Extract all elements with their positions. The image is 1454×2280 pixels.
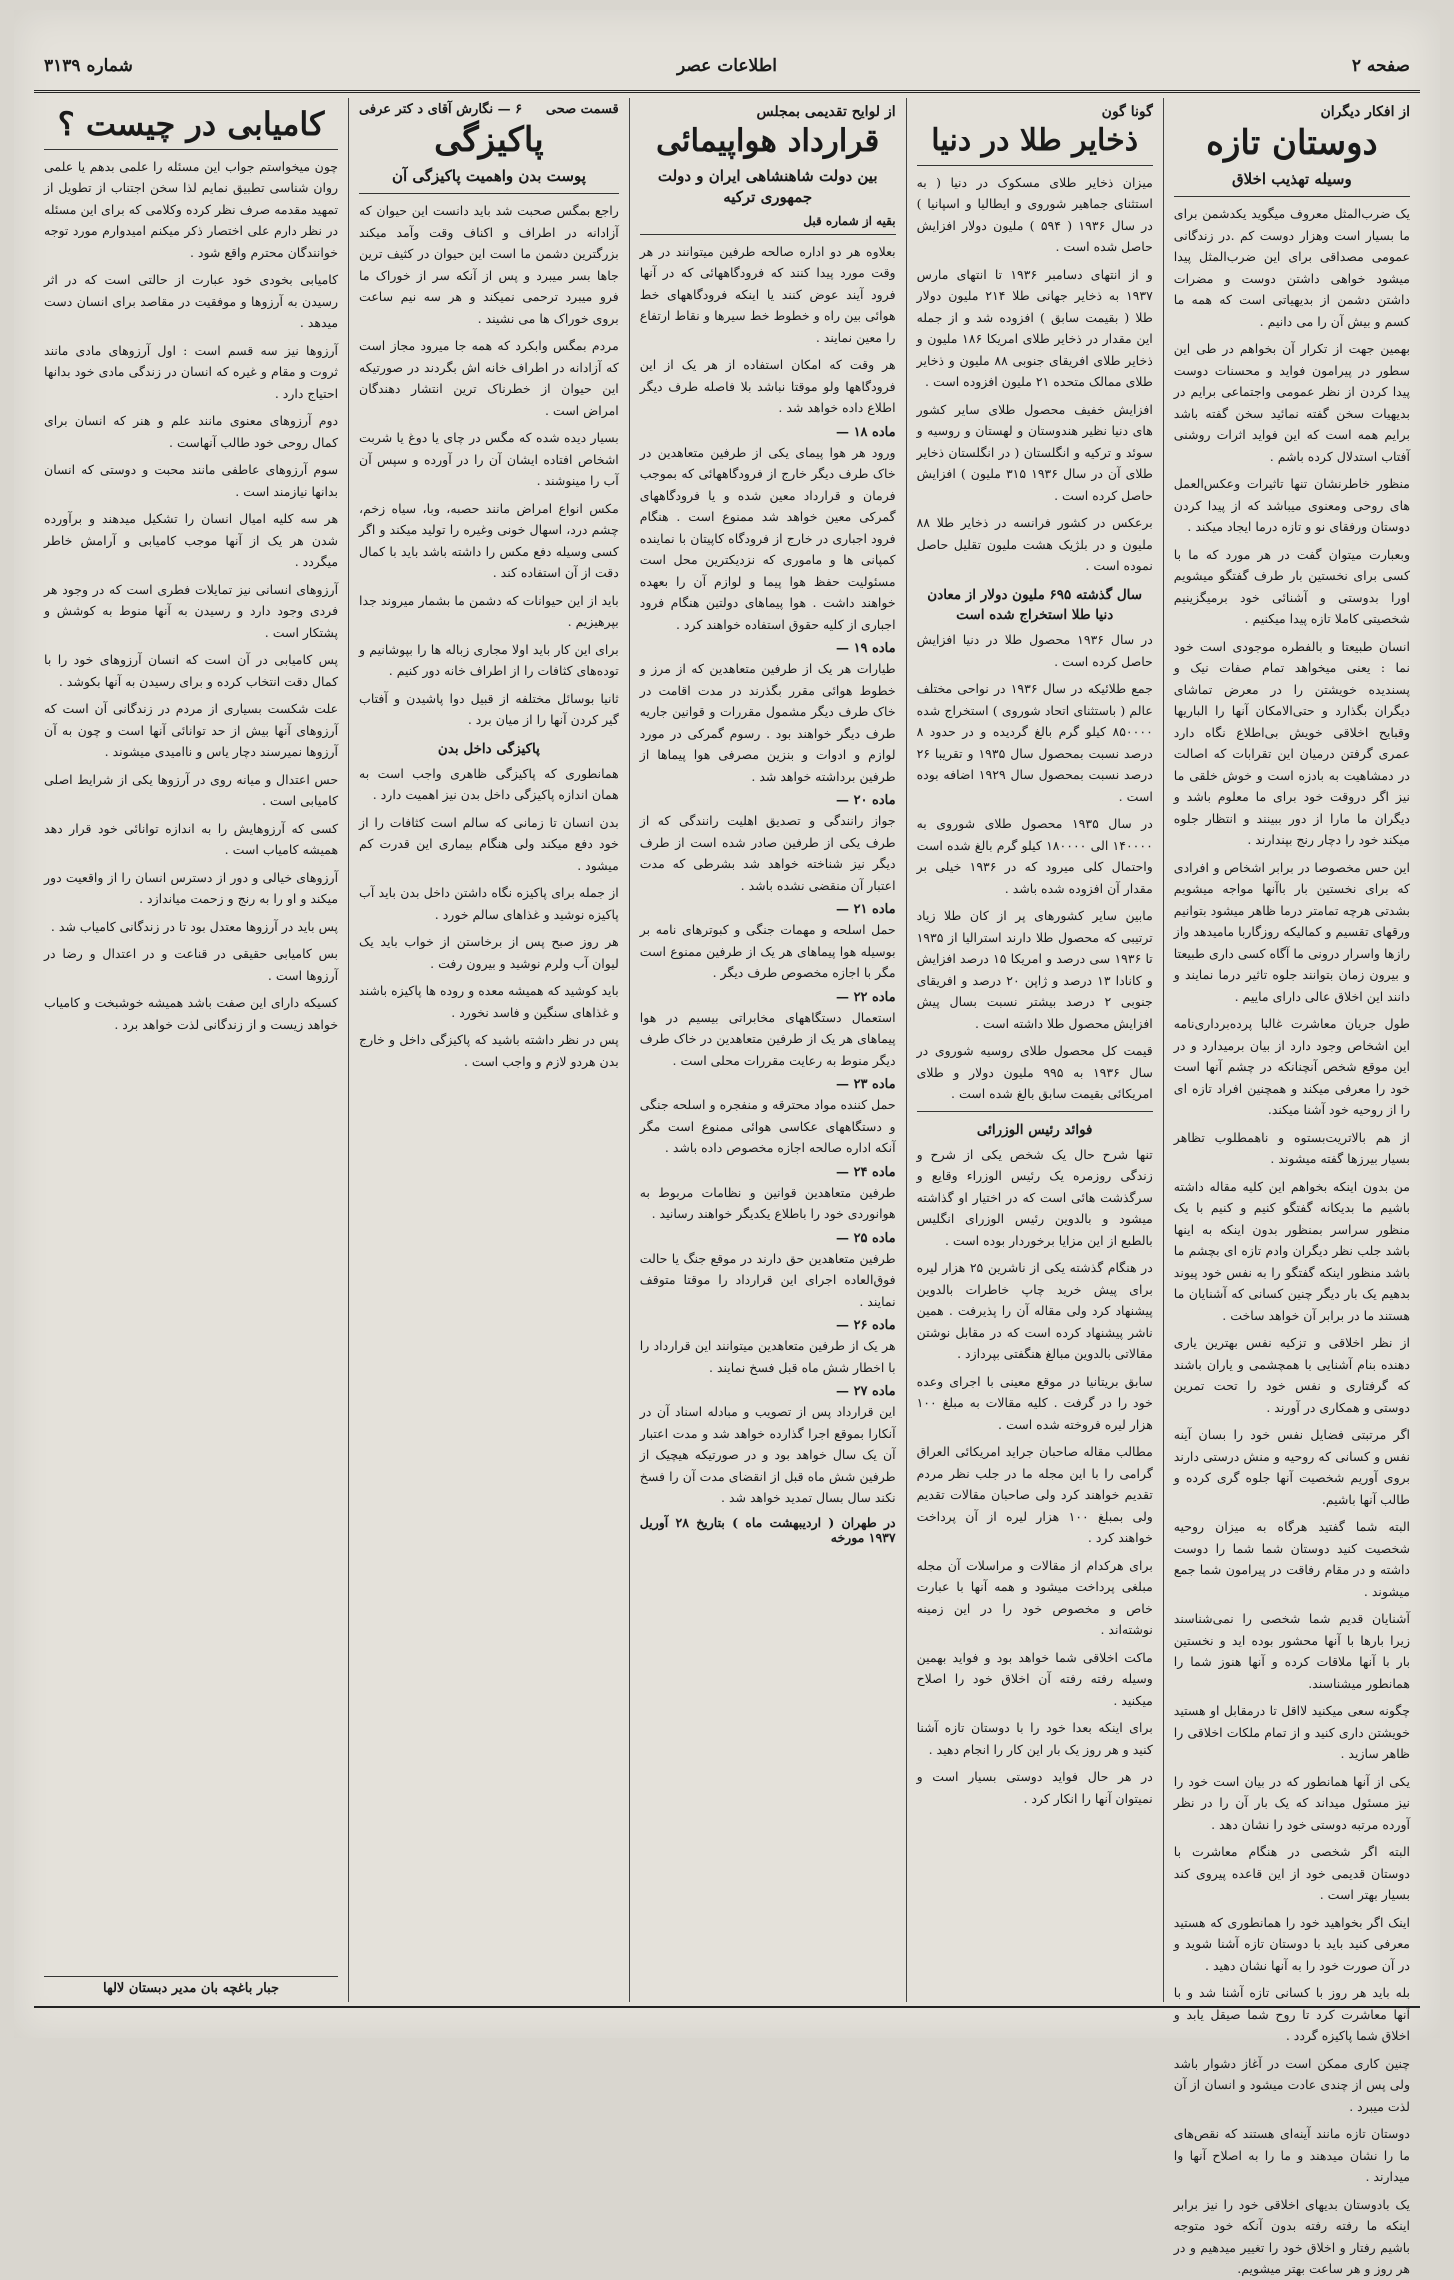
paragraph: سابق بریتانیا در موقع معینی با اجرای وعده خود را در گرفت . کلیه مقالات به مبلغ ۱۰۰ هزار لیره فروخته شده است .: [916, 1373, 1153, 1432]
paragraph: مطالب مقاله صاحبان جراید امریکائی العراق گرامی را با این مجله ما در جلب نظر مردم تقدیم خواهند کرد ولی صاحبان مقالات تقدیم ولی بمبلغ ۱۰۰ هزار لیره از آن پرداخت خواهند کرد .: [916, 1444, 1153, 1546]
clause-title: ماده ۲۱ —: [836, 902, 896, 918]
clause-text: طرفین متعاهدین قوانین و نظامات مربوط به هوانوردی خود را باطلاع یکدیگر خواهند رسانید .: [639, 1184, 896, 1222]
clause-title: ماده ۲۲ —: [836, 989, 896, 1005]
paragraph: برای اینکه بعدا خود را با دوستان تازه آشنا کنید و هر روز یک بار این کار را انجام دهید .: [916, 1720, 1153, 1757]
clause-title: ماده ۱۹ —: [836, 641, 896, 657]
paragraph: هر روز صبح پس از برخاستن از خواب باید یک لیوان آب ولرم نوشید و بیرون رفت .: [359, 934, 619, 971]
paragraph: هر سه کلیه امیال انسان را تشکیل میدهند و برآورده شدن هر یک از آنها موجب کامیابی و آرامش خاطر میگردد .: [44, 511, 339, 570]
paragraph: کسیکه دارای این صفت باشد همیشه خوشبخت و کامیاب خواهد زیست و از زندگانی لذت خواهد برد .: [44, 995, 339, 1032]
paragraph: از جمله برای پاکیزه نگاه داشتن داخل بدن باید آب پاکیزه نوشید و غذاهای سالم خورد .: [359, 885, 619, 922]
paragraph: کسی که آرزوهایش را به اندازه توانائی خود قرار دهد همیشه کامیاب است .: [44, 820, 339, 858]
paragraph: یک بادوستان بدیهای اخلاقی خود را نیز برابر اینکه ما رفته رفته بدون آنکه خود متوجه باشیم رفتار و اخلاق خود را تغییر میدهیم و در هر روز و هر ساعت بهتر میشویم.: [1173, 2196, 1410, 2277]
article-body: [1174, 203, 1410, 2280]
clause-text: استعمال دستگاههای مخابراتی بیسیم در هوا پیماهای هر یک از طرفین متعاهدین در خاک طرف دیگر منوط به رعایت مقررات محلی است .: [639, 1009, 896, 1068]
paragraph: ماکت اخلاقی شما خواهد بود و فواید بهمین وسیله رفته رفته آن اخلاق خود را اصلاح میکنید .: [916, 1649, 1153, 1708]
column-aviation-agreement: [629, 98, 906, 2002]
headline: پاکیزگی: [434, 120, 544, 160]
paragraph: باید کوشید که همیشه معده و روده ها پاکیزه باشند و غذاهای سنگین و فاسد نخورد .: [359, 983, 619, 1020]
paragraph: وبعبارت میتوان گفت در هر مورد که ما با کسی برای نخستین بار طرف گفتگو میشویم اورا بدوستی و آشنائی خود برمیگزینیم شخصیتی کاملا تازه پیدا میکنیم .: [1173, 546, 1410, 627]
paragraph: انسان طبیعتا و بالفطره موجودی است خود نما : یعنی میخواهد تمام صفات نیک و پسندیده خویشتن را در معرض تماشای دیگران بگذارد و حتی‌الامکان آنها را الباریها وقبایح اخلاقی خویش بی‌اطلاع نگاه دارد عمری گرفتن درمیان این تقرابات که اصالت در دمشاهیت به بادزه است و خوش خلقی ما نیز اگر دروقت خود برای ما معلوم باشد و دیگران ما مارا از دور ببینند و انتظار جلوه میکند خود را دچار رنج بپندارند .: [1173, 638, 1410, 848]
paragraph: یک ضرب‌المثل معروف میگوید یکدشمن برای ما بسیار است وهزار دوست کم .در زندگانی عمومی مصداقی برای این ضرب‌المثل پیدا میشود خواهی داشتن دوست و مضرات داشتن دشمن از بدیهیاتی است که همه ما کسم و بیش آن را می دانیم .: [1173, 206, 1410, 329]
paragraph: و از انتهای دسامبر ۱۹۳۶ تا انتهای مارس ۱۹۳۷ به ذخایر جهانی طلا ۲۱۴ ملیون دولار طلا ( بقیمت سابق ) افزوده شد و از جمله این مقدار در ذخایر طلای امریکا ۱۸۶ ملیون و ذخایر طلای افریقای جنوبی ۸۸ ملیون و ذخایر طلای ممالک متحده ۲۱ ملیون افزوده است .: [916, 266, 1153, 389]
continued-note: بقیه از شماره قبل: [803, 213, 896, 228]
paragraph: افزایش خفیف محصول طلای سایر کشور های دنیا نظیر هندوستان و لهستان و روسیه و سوئد و ترکیه و انگلستان ( در انگلستان ذخایر طلای آن در سال ۱۹۳۶ ۳۱۵ ملیون ) افزایش حاصل کرده است .: [916, 401, 1153, 503]
clause-title: ماده ۱۸ —: [836, 424, 896, 440]
dateline: در طهران ( اردیبهشت ماه ) بتاریخ ۲۸ آوریل ۱۹۳۷ مورخه: [639, 1514, 896, 1545]
article-body: [359, 763, 619, 1073]
paragraph: بله باید هر روز با کسانی تازه آشنا شد و با آنها معاشرت کرد تا روح شما صیقل یابد و اخلاق شما پاکیزه گردد .: [1173, 1985, 1410, 2044]
section-kicker-row: [359, 102, 619, 117]
article-body: [44, 156, 338, 1036]
clause-text: حمل اسلحه و مهمات جنگی و کبوترهای نامه بر بوسیله هوا پیماهای هر یک از طرفین ممنوع است مگر با اجازه مخصوص طرف دیگر .: [639, 922, 896, 981]
paragraph: کامیابی بخودی خود عبارت از حالتی است که در اثر رسیدن به آرزوها و موفقیت در مقاصد برای انسان دست میدهد .: [44, 272, 339, 331]
section-kicker: از افکار دیگران: [1320, 104, 1410, 120]
paragraph: تنها شرح حال یک شخص یکی از شرح و زندگی روزمره یک رئیس الوزراء وقایع و سرگذشت هائی است که در اختیار او گذاشته میشود و بالدوین رئیس الوزرای انگلیس بالطبع از این مزایا برخوردار بوده است .: [916, 1146, 1153, 1248]
clause-text: حمل کننده مواد محترقه و منفجره و اسلحه جنگی و دستگاههای عکاسی هوائی ممنوع است مگر آنکه اداره صالحه اجازه مخصوص داده باشد .: [639, 1097, 896, 1156]
paragraph: بهمین جهت از تکرار آن بخواهم در طی این سطور در پیرامون فواید و محسنات دوست پیدا کردن از نظر عمومی واجتماعی برایم در بدیهیات سخن گفته نمائید سخن گفته باشد برایم همه است که این فواید اثرات روشنی آفتاب استدلال کرده باشم .: [1173, 341, 1410, 464]
newspaper-page: [14, 10, 1440, 2277]
author-byline: ۶ — نگارش آقای د کتر عرفی: [359, 102, 523, 117]
clause-text: این قرارداد پس از تصویب و مبادله اسناد آن در آنکارا بموقع اجرا گذارده خواهد شد و مدت اعتبار آن یک سال خواهد بود و در صورتیکه هیچیک از طرفین شش ماه قبل از انقضای مدت آن را فسخ نکند سال بسال تمدید خواهد شد .: [639, 1404, 896, 1506]
section-subheading: سال گذشته ۶۹۵ ملیون دولار از معادن دنیا طلا استخراج شده است: [927, 586, 1143, 623]
paragraph: راجع بمگس صحبت شد باید دانست این حیوان که آزادانه در اطراف و اکناف وقت وآمد میکند بزرگترین دشمن ما است این حیوان در کثیف ترین جاها بسر میبرد و پس از آنکه سر از خوراک ما فرو میبرد ترحمی نمیکند و هر سه نیم ساعت بروی خوراک ها می نشیند .: [359, 203, 619, 326]
paragraph: در هر حال فواید دوستی بسیار است و نمیتوان آنها را انکار کرد .: [916, 1769, 1153, 1806]
headline: قرارداد هواپیمائی: [656, 123, 880, 159]
paragraph: اینک اگر بخواهید خود را همانطوری که هستید معرفی کنید باید با دوستان تازه آشنا شوید و در آن صورت خود را به آنها نشان دهید .: [1173, 1914, 1410, 1973]
paragraph: میزان ذخایر طلای مسکوک در دنیا ( به استثنای جماهیر شوروی و ایطالیا و اسپانیا ) در سال ۱۹۳۶ ( ۵۹۴ ) ملیون دولار افزایش حاصل شده است .: [916, 174, 1153, 254]
headline: کامیابی در چیست ؟: [57, 105, 325, 143]
paragraph: چنین کاری ممکن است در آغاز دشوار باشد ولی پس از چندی عادت میشود و انسان از آن لذت میبرد .: [1173, 2055, 1410, 2114]
paragraph: ثانیا بوسائل مختلفه از قبیل دوا پاشیدن و آفتاب گیر کردن آنها را از میان برد .: [359, 690, 619, 728]
paragraph: در سال ۱۹۳۶ محصول طلا در دنیا افزایش حاصل کرده است .: [916, 632, 1153, 669]
paragraph: سوم آرزوهای عاطفی مانند محبت و دوستی که انسان بدانها نیازمند است .: [44, 462, 339, 499]
paragraph: آرزوهای انسانی نیز تمایلات فطری است که در وجود هر فردی وجود دارد و رسیدن به آنها منوط به کوشش و پشتکار است .: [44, 581, 339, 640]
paragraph: بسیار دیده شده که مگس در چای یا دوغ یا شربت اشخاص افتاده ایشان آن را در آورده و سپس آن آب را مینوشند .: [359, 430, 619, 489]
paragraph: پس باید در آرزوها معتدل بود تا در زندگانی کامیاب شد .: [50, 918, 339, 934]
clause-title: ماده ۲۶ —: [836, 1318, 896, 1334]
paragraph: پس کامیابی در آن است که انسان آرزوهای خود را با کمال دقت انتخاب کرده و برای رسیدن به آنها بکوشد .: [44, 652, 339, 689]
paragraph: یکی از آنها همانطور که در بیان است خود را نیز مسئول میداند که یک بار آن را در نظر آورده مرتبه دوستی خود را نشان دهد .: [1173, 1773, 1410, 1832]
headline: ذخایر طلا در دنیا: [931, 123, 1139, 158]
paragraph: دوستان تازه مانند آینه‌ای هستند که نقص‌های ما را نشان میدهند و ما را به اصلاح آنها وا میدارند .: [1173, 2126, 1410, 2185]
paragraph: برای هرکدام از مقالات و مراسلات آن مجله مبلغی پرداخت میشود و همه آنها با عبارت خاص و مخصوص خود را در این زمینه نوشته‌اند .: [916, 1557, 1153, 1638]
subheadline: پوست بدن واهمیت پاکیزگی آن: [391, 167, 586, 186]
paragraph: علت شکست بسیاری از مردم در زندگانی آن است که آرزوهای آنها بیش از حد توانائی آنها است و چون به آن آرزوها نمیرسند دچار یاس و ناامیدی میشوند .: [44, 701, 339, 760]
clause-text: طرفین متعاهدین حق دارند در موقع جنگ یا حالت فوق‌العاده اجرای این قرارداد را موقتا متوقف نمایند .: [639, 1250, 896, 1309]
paragraph: قیمت کل محصول طلای روسیه شوروی در سال ۱۹۳۶ به ۹۹۵ ملیون دولار و طلای امریکائی بقیمت سابق بالغ شده است .: [916, 1043, 1153, 1101]
section-subheading: فوائد رئیس الوزرائی: [976, 1121, 1093, 1138]
divider: [1174, 196, 1410, 197]
article-body: [917, 1144, 1153, 1810]
section-kicker: قسمت صحی: [545, 102, 619, 117]
paragraph: بس کامیابی حقیقی در قناعت و در اعتدال و رضا در آرزوها است .: [44, 946, 339, 983]
section-kicker: از لوایح تقدیمی بمجلس: [756, 104, 896, 120]
bottom-divider: [34, 2006, 1420, 2008]
column-new-friends: [1163, 98, 1420, 2277]
paragraph: چون میخواستم جواب این مسئله را علمی بدهم یا علمی روان شناسی تطبیق نمایم لذا سخن اجتناب از تطویل از تمهید مقدمه صرف نظر کرده وکلامی که برای این مسئله در نظر دارم علی اختصار ذکر میکنم امیدوارم مورد توجه خوانندگان محترم واقع شود .: [44, 158, 339, 260]
column-cleanliness: [348, 98, 629, 2002]
divider: [44, 149, 338, 150]
paragraph: مردم بمگس وابکرد که همه جا میرود مجاز است که آزادانه در اطراف خانه اش بگردند در صورتیکه این حیوان از خطرناک ترین انتشار دهندگان امراض است .: [359, 338, 619, 418]
clause-title: ماده ۲۰ —: [836, 793, 896, 809]
author-signoff: جبار باغچه بان مدیر دبستان لالها: [44, 1976, 338, 1996]
paragraph: اگر مرتبتی فضایل نفس خود را بسان آینه نفس و کسانی که روحیه و منش درستی دارند بروی آوریم شخصیت آنها جلوه گری کرده و طالب آنها باشیم.: [1173, 1427, 1410, 1507]
article-body: [640, 241, 896, 419]
paragraph: من بدون اینکه بخواهم این کلیه مقاله داشته باشیم ما بدیکانه گفتگو کنیم و کنیم با یک منظور سراسر بمنظور بدون اینکه به اینها باشد جلب نظر دیگران وادم تازه ای بچشم ما باشد منظور اینکه گفتگو را به نفس خود پیوند بدهیم یک بار دیگر چنین کسانی که آشنایان ما هستند ما در برابر آن خواهد ساخت .: [1173, 1178, 1410, 1323]
paragraph: بعلاوه هر دو اداره صالحه طرفین میتوانند در هر وقت مورد پیدا کنند که فرودگاههائی که در آنها فرود آیند عوض کنند یا اینکه فرودگاههای خط هوائی بین راه و خطوط خط سیرها و نقاط ارتفاع را معین نمایند .: [639, 243, 896, 345]
paragraph: آشنایان قدیم شما شخصی را نمی‌شناسند زیرا بارها با آنها محشور بوده اید و نخستین بار با آنها ملاقات کرده و آنها هنوز شما را همانطور میشناسند.: [1173, 1611, 1410, 1691]
paragraph: باید از این حیوانات که دشمن ما بشمار میروند جدا بپرهیزیم .: [359, 592, 619, 630]
paragraph: بدن انسان تا زمانی که سالم است کثافات را از خود دفع میکند ولی هنگام بیماری این قدرت کم میشود .: [359, 814, 619, 873]
paragraph: از نظر اخلاقی و تزکیه نفس بهترین یاری دهنده بنام آشنایی با همچشمی و یاران باشند که گرفتاری و نفس خود را تحت تمرین دوستی و همکاری در آورند .: [1173, 1335, 1410, 1415]
paragraph: آرزوهای خیالی و دور از دسترس انسان را از واقعیت دور میکند و او را به رنج و زحمت میاندازد .: [44, 869, 339, 907]
subheadline: بین دولت شاهنشاهی ایران و دولت جمهوری ترکیه: [657, 166, 878, 206]
paragraph: منظور خاطرنشان تنها تاثیرات وعکس‌العمل های روحی ومعنوی میباشد که از پیدا کردن دوستان ورفقای نو و تازه درما ایجاد میکند .: [1173, 476, 1410, 535]
paragraph: در هنگام گذشته یکی از ناشرین ۲۵ هزار لیره برای پیش خرید چاپ خاطرات بالدوین پیشنهاد کرد ولی مقاله آن را پذیرفت . همین ناشر پیشنهاد کرده است که در مقابل نوشتن مقالاتی بالدوین مبالغ هنگفتی بپردازد .: [916, 1260, 1153, 1362]
clause-title: ماده ۲۳ —: [836, 1077, 896, 1093]
article-body: [359, 200, 619, 731]
paragraph: همانطوری که پاکیزگی ظاهری واجب است به همان اندازه پاکیزگی داخل بدن نیز اهمیت دارد .: [359, 765, 619, 803]
headline: دوستان تازه: [1206, 123, 1378, 163]
clause-text: طیارات هر یک از طرفین متعاهدین که از مرز و خطوط هوائی مقرر بگذرند در مدت اقامت در خاک طرف دیگر مشمول مقررات و قوانین جاریه طرف دیگر خواهند بود . رسوم گمرکی در مورد لوازم و ادوات و بنزین مصرفی هوا پیماها از طرفین برداشته خواهد شد .: [639, 661, 896, 784]
paragraph: طول جریان معاشرت غالبا پرده‌برداری‌نامه این اشخاص وجود دارد از بیان برمیدارد و در این موقع شخص آنچنانکه در چشم آنها است خود را معرفی میکند و همچنین افراد تازه ای را از روحیه خود آشنا میکند.: [1173, 1016, 1410, 1118]
clause-text: هر یک از طرفین متعاهدین میتوانند این قرارداد را با اخطار شش ماه قبل فسخ نمایند .: [639, 1338, 896, 1375]
divider: [640, 234, 896, 235]
divider: [917, 165, 1153, 166]
divider: [359, 193, 619, 194]
paragraph: از هم بالاتریت‌بستوه و ناهمطلوب تظاهر بسیار بیرزها گفته میشوند .: [1173, 1129, 1410, 1167]
paragraph: البته شما گفتید هرگاه به میزان روحیه شخصیت کنید دوستان شما شما را دوست داشته و در مقام رفاقت در پیرامون شما جمع میشوند .: [1173, 1519, 1410, 1599]
article-body: [917, 172, 1153, 577]
clause-text: جواز رانندگی و تصدیق اهلیت رانندگی که از طرف یکی از طرفین صادر شده است از طرف دیگر نیز شناخته خواهد شد بشرطی که مدت اعتبار آن منقضی نشده باشد .: [639, 813, 896, 893]
section-kicker: گونا گون: [1101, 104, 1153, 120]
column-success: [34, 98, 348, 2002]
paragraph: برای این کار باید اولا مجاری زباله ها را بپوشانیم و توده‌های کثافات را از اطراف خانه دور کنیم .: [359, 641, 619, 679]
page-number: صفحه ۲: [1351, 56, 1410, 76]
page-header: [34, 50, 1420, 93]
subheadline: وسیله تهذیب اخلاق: [1232, 170, 1352, 189]
issue-number: شماره ۳۱۳۹: [44, 56, 133, 76]
divider: [917, 1111, 1153, 1112]
clause-title: ماده ۲۷ —: [836, 1384, 896, 1400]
paragraph: جمع طلائیکه در سال ۱۹۳۶ در نواحی مختلف عالم ( باستثنای اتحاد شوروی ) استخراج شده ۸۵۰۰۰۰ کیلو گرم بالغ گردیده و در حدود ۸ درصد نسبت بمحصول سال ۱۹۳۵ و تقریبا ۲۶ درصد نسبت بمحصول سال ۱۹۲۹ اضافه بوده است .: [916, 681, 1153, 804]
paragraph: دوم آرزوهای معنوی مانند علم و هنر که انسان برای کمال روحی خود طالب آنهاست .: [44, 413, 339, 450]
clause-title: ماده ۲۵ —: [836, 1230, 896, 1246]
article-clauses: [640, 425, 896, 1509]
section-subheading: پاکیزگی داخل بدن: [437, 740, 540, 757]
paragraph: برعکس در کشور فرانسه در ذخایر طلا ۸۸ ملیون و در بلژیک هشت ملیون تقلیل حاصل نموده است .: [916, 515, 1153, 573]
paragraph: پس در نظر داشته باشید که پاکیزگی داخل و خارج بدن هردو لازم و واجب است .: [359, 1032, 619, 1069]
paragraph: این حس مخصوصا در برابر اشخاص و افرادی که برای نخستین بار باآنها مواجه میشویم بشدتی هرچه تمامتر درما ظاهر میشود بتوانیم ورقهای تقسیم و کمالیکه روزگاربا مامیدهد واز رازها واسرار درونی ما آگاه کسی داری طبیعتا و بیرون زمان بتوانند جلوه تاثیر درما نمایند و دانند این اخلاق عالی دارای ماییم .: [1173, 859, 1410, 1004]
article-body: [917, 629, 1153, 1105]
paragraph: مکس انواع امراض مانند حصبه، وبا، سیاه زخم، چشم درد، اسهال خونی وغیره را تولید میکند و اگر کسی وسیله دفع مکس را داشته باشد باید با کمال دقت از آن استفاده کند .: [359, 500, 619, 581]
paragraph: البته اگر شخصی در هنگام معاشرت با دوستان قدیمی خود از این قاعده پیروی کند بسیار بهتر است .: [1173, 1844, 1410, 1903]
paragraph: آرزوها نیز سه قسم است : اول آرزوهای مادی مانند ثروت و مقام و غیره که انسان در زندگی مادی خود بدانها احتیاج دارد .: [44, 342, 339, 401]
columns: [34, 98, 1420, 2277]
paragraph: حس اعتدال و میانه روی در آرزوها یکی از شرایط اصلی کامیابی است .: [44, 771, 339, 809]
paragraph: چگونه سعی میکنید لااقل تا درمقابل او هستید خویشتن داری کنید و از تمام ملکات اخلاقی را ظاهر سازید .: [1173, 1703, 1410, 1762]
clause-title: ماده ۲۴ —: [836, 1164, 896, 1180]
column-gold-reserves: [906, 98, 1163, 2002]
clause-text: ورود هر هوا پیمای یکی از طرفین متعاهدین در خاک طرف دیگر خارج از فرودگاههائی که بموجب فرمان و قرارداد معین شده و یا فرودگاههای گمرکی معین خواهد شد ممنوع است . هنگام فرود اجباری در خارج از فرودگاه کاپیتان با نماینده کمپانی ها و ماموری که نزدیکترین محل است مسئولیت حفظ هوا پیما و لوازم آن را بعهده خواهند داشت . هوا پیماهای دولتین هنگام فرود اجباری از کلیه حقوق استفاده خواهند کرد .: [639, 444, 896, 632]
paragraph: در سال ۱۹۳۵ محصول طلای شوروی به ۱۴۰۰۰۰ الی ۱۸۰۰۰۰ کیلو گرم بالغ شده است واحتمال کلی میرود که در ۱۹۳۶ خیلی بر مقدار آن افزوده شده باشد .: [916, 816, 1153, 896]
paragraph: مابین سایر کشورهای پر از کان طلا زیاد ترتیبی که محصول طلا دارند استرالیا از ۱۹۳۵ تا ۱۹۳۶ سی درصد و امریکا ۱۵ درصد افزایش و کانادا ۱۳ درصد و ژاپن ۲۰ درصد و افریقای جنوبی ۲ درصد بیشتر نسبت بسال پیش افزایش محصول طلا داشته است .: [916, 908, 1153, 1031]
newspaper-name: اطلاعات عصر: [677, 56, 777, 76]
paragraph: هر وقت که امکان استفاده از هر یک از این فرودگاهها ولو موقتا نباشد بلا فاصله طرف دیگر اطلاع داده خواهد شد .: [639, 357, 896, 416]
